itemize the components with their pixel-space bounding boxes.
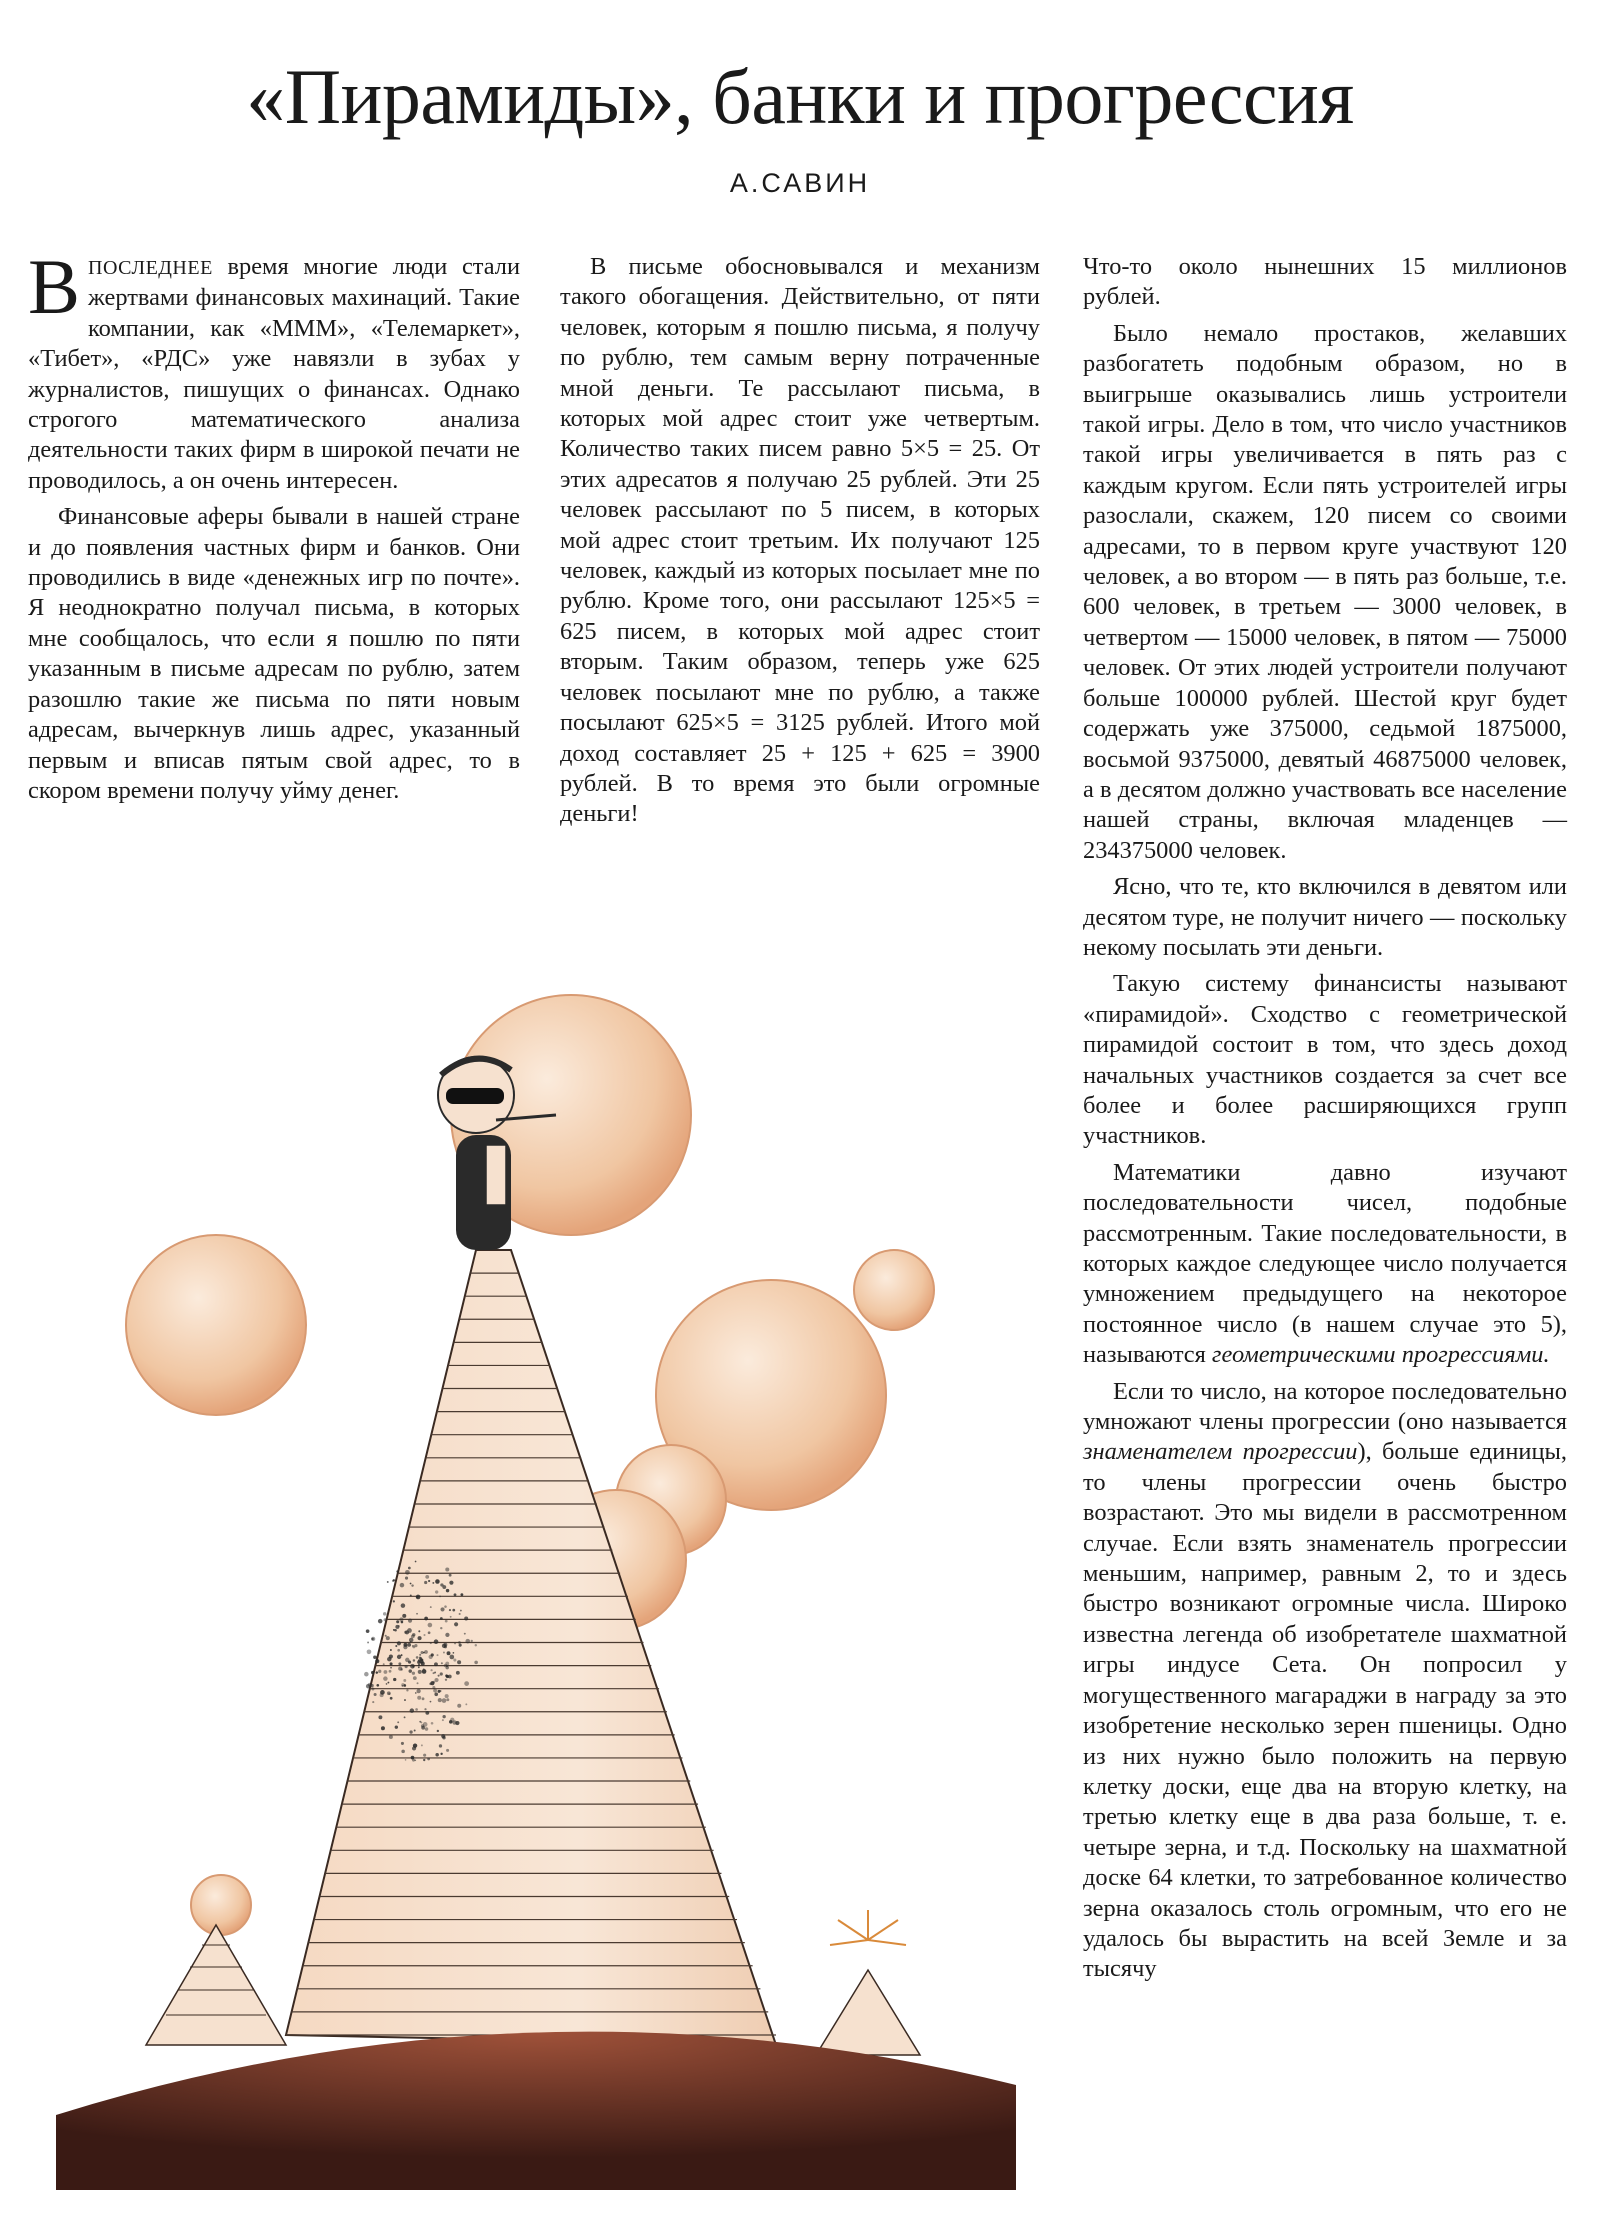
ink-dot <box>434 1662 438 1666</box>
ink-dot <box>423 1722 428 1727</box>
paragraph-text: время многие люди стали жертвами финансовых махинаций. Такие компании, как «МММ», «Телемаркет», «Тибет», «РДС» уже навязли в зубах у журналистов, пишущих о финансах. Однако строгого математического анализа деятельности таких фирм в широкой печати не проводилось, а он очень интересен. <box>28 253 520 494</box>
ink-dot <box>375 1659 379 1663</box>
ink-dot <box>418 1630 420 1632</box>
ink-dot <box>440 1672 443 1675</box>
ink-dot <box>407 1628 412 1633</box>
ink-dot <box>380 1693 384 1697</box>
ink-dot <box>410 1641 412 1643</box>
ink-dot <box>372 1701 374 1703</box>
ink-dot <box>460 1593 463 1596</box>
paragraph-text: Если то число, на которое последовательно умножают члены прогрессии (оно называется <box>1083 1377 1567 1436</box>
ink-dot <box>390 1662 393 1665</box>
ink-dot <box>417 1682 419 1684</box>
text-column-2 <box>560 252 1040 830</box>
ink-dot <box>454 1593 457 1596</box>
ink-dot <box>368 1683 372 1687</box>
bubble-left <box>126 1235 306 1415</box>
ink-dot <box>428 1631 431 1634</box>
ink-dot <box>435 1579 440 1584</box>
ink-dot <box>396 1620 399 1623</box>
ink-dot <box>419 1657 422 1660</box>
ink-dot <box>390 1697 393 1700</box>
bubble-tiny <box>191 1875 251 1935</box>
ink-dot <box>392 1580 394 1582</box>
ink-dot <box>445 1633 449 1637</box>
ink-dot <box>366 1629 370 1633</box>
ink-dot <box>440 1617 443 1620</box>
ink-dot <box>445 1694 449 1698</box>
ink-dot <box>408 1567 411 1570</box>
ink-dot <box>416 1613 418 1615</box>
ink-dot <box>474 1661 478 1665</box>
ink-dot <box>364 1672 369 1677</box>
paragraph: Финансовые аферы бывали в нашей стране и до появления частных фирм и банков. Они проводились в виде «денежных игр по почте». Я неоднократно получал письма, в которых мне сообщалось, что если я пошлю по пяти указанным в письме адресам по рублю, затем разошлю такие же письма по пяти новым адресам, вычеркнув лишь адрес, указанный первым и вписав пятым свой адрес, то в скором времени получу уйму денег. <box>28 503 520 804</box>
ink-dot <box>412 1759 415 1762</box>
ink-dot <box>393 1600 395 1602</box>
ink-dot <box>442 1715 445 1718</box>
ink-dot <box>419 1654 421 1656</box>
ink-dot <box>402 1614 406 1618</box>
ink-dot <box>403 1679 406 1682</box>
ink-dot <box>444 1605 447 1608</box>
ink-dot <box>405 1665 408 1668</box>
ink-dot <box>378 1619 383 1624</box>
ink-dot <box>475 1644 477 1646</box>
ink-dot <box>390 1667 392 1669</box>
ink-dot <box>442 1719 444 1721</box>
ink-dot <box>424 1708 426 1710</box>
paragraph-text: ), больше единицы, то члены прогрессии очень быстро возрастают. Это мы видели в рассмотренном случае. Если взять знаменатель прогрессии меньшим, например, равным 2, то и здесь быстро возникают огромные числа. Широко известна легенда об изобретателе шахматной игры индусе Сета. Он попросил у могущественного магараджи в награду за это изобретение несколько зерен пшеницы. Одно из них нужно было положить на первую клетку доски, еще два на вторую клетку, на третью клетку еще в два раза больше, т. е. четыре зерна, и т.д. Поскольку на шахматной доске 64 клетки, то затребованное количество зерна оказалось столь огромным, что его не удалось бы вырастить на всей Земле и за тысячу <box>1083 1438 1567 1983</box>
ink-dot <box>389 1654 393 1658</box>
ink-dot <box>404 1699 406 1701</box>
paragraph <box>1083 1158 1567 1371</box>
ink-dot <box>438 1698 442 1702</box>
ink-dot <box>447 1651 451 1655</box>
ink-dot <box>405 1577 408 1580</box>
ink-dot <box>397 1655 401 1659</box>
ink-dot <box>418 1670 422 1674</box>
ink-dot <box>442 1585 446 1589</box>
ink-dot <box>435 1590 438 1593</box>
ink-dot <box>400 1583 405 1588</box>
ink-dot <box>464 1681 469 1686</box>
bubble-small-right <box>854 1250 934 1330</box>
ink-dot <box>390 1649 392 1651</box>
ink-dot <box>376 1684 379 1687</box>
ink-dot <box>425 1727 429 1731</box>
ink-dot <box>464 1616 468 1620</box>
ink-dot <box>408 1619 412 1623</box>
term-geometric-progression: геометрическими прогрессиями. <box>1211 1341 1550 1369</box>
ink-dot <box>443 1652 445 1654</box>
ink-dot <box>454 1622 458 1626</box>
ink-dot <box>425 1575 429 1579</box>
ink-dot <box>383 1663 385 1665</box>
ink-dot <box>381 1726 385 1730</box>
ink-dot <box>388 1693 390 1695</box>
ink-dot <box>401 1683 404 1686</box>
ink-dot <box>397 1641 401 1645</box>
paragraph: Было немало простаков, желавших разбогатеть подобным образом, но в выигрыше оказывались лишь устроители такой игры. Дело в том, что число участников такой игры увеличивается в пять раз с каждым кругом. Если пять устроителей игры разослали, скажем, 120 писем со своими адресами, то в первом круге участвуют 120 человек, а во втором — в пять раз больше, т.е. 600 человек, в третьем — 3000 человек, в четвертом — 15000 человек, в пятом — 75000 человек. От этих людей устроители получают больше 100000 рублей. Шестой круг будет содержать уже 375000, седьмой 1875000, восьмой 9375000, девятый 46875000 человек, а в десятом должно участвовать все население нашей страны, включая младенцев — 234375000 человек. <box>1083 319 1567 864</box>
ink-dot <box>446 1665 448 1667</box>
ink-dot <box>386 1636 390 1640</box>
ink-dot <box>465 1703 467 1705</box>
ink-dot <box>408 1661 411 1664</box>
ink-dot <box>401 1742 404 1745</box>
ink-dot <box>445 1567 449 1571</box>
ink-dot <box>387 1581 389 1583</box>
ink-dot <box>407 1643 411 1647</box>
ink-dot <box>413 1659 415 1661</box>
ink-dot <box>430 1606 432 1608</box>
ink-dot <box>367 1649 372 1654</box>
ink-dot <box>397 1721 399 1723</box>
ink-dot <box>423 1754 426 1757</box>
pyramid-illustration <box>56 905 1016 2190</box>
ink-dot <box>421 1662 425 1666</box>
small-pyramid-right <box>816 1970 920 2055</box>
ink-dot <box>393 1678 396 1681</box>
ink-dot <box>432 1582 434 1584</box>
ink-dot <box>383 1612 386 1615</box>
ink-dot <box>471 1640 473 1642</box>
ink-dot <box>449 1609 451 1611</box>
ink-dot <box>432 1686 435 1689</box>
ink-dot <box>442 1698 447 1703</box>
ink-dot <box>401 1750 405 1754</box>
paragraph <box>28 243 520 496</box>
ink-dot <box>401 1603 406 1608</box>
paragraph: Ясно, что те, кто включился в девятом или десятом туре, не получит ничего — поскольку некому посылать эти деньги. <box>1083 873 1567 961</box>
ink-dot <box>441 1662 443 1664</box>
ink-dot <box>409 1730 412 1733</box>
ink-dot <box>454 1643 456 1645</box>
drop-cap: В <box>28 243 81 330</box>
ink-dot <box>415 1708 418 1711</box>
ink-dot <box>430 1642 432 1644</box>
article-author: А.САВИН <box>729 168 871 198</box>
ink-dot <box>446 1589 449 1592</box>
ink-dot <box>412 1666 414 1668</box>
ink-dot <box>436 1654 438 1656</box>
ink-dot <box>457 1704 461 1708</box>
ink-dot <box>428 1623 433 1628</box>
ink-dot <box>410 1708 414 1712</box>
ink-dot <box>396 1570 398 1572</box>
term-denominator: знаменателем прогрессии <box>1083 1438 1358 1466</box>
ink-dot <box>411 1584 413 1586</box>
ink-dot <box>427 1758 430 1761</box>
ink-dot <box>395 1725 398 1728</box>
ink-dot <box>386 1683 388 1685</box>
ink-dot <box>440 1627 442 1629</box>
ink-dot <box>430 1669 432 1671</box>
ink-dot <box>430 1681 434 1685</box>
ink-dot <box>416 1656 419 1659</box>
ink-dot <box>453 1652 455 1654</box>
ink-dot <box>456 1671 460 1675</box>
ink-dot <box>440 1607 444 1611</box>
ink-dot <box>435 1753 438 1756</box>
ink-dot <box>378 1670 381 1673</box>
ink-dot <box>395 1645 397 1647</box>
ink-dot <box>413 1676 417 1680</box>
ink-dot <box>424 1581 427 1584</box>
ink-dot <box>439 1744 442 1747</box>
ink-dot <box>433 1689 437 1693</box>
ink-dot <box>450 1655 455 1660</box>
ink-dot <box>457 1660 461 1664</box>
ink-dot <box>434 1639 439 1644</box>
ink-dot <box>430 1701 432 1703</box>
ink-dot <box>410 1595 412 1597</box>
ink-dot <box>412 1746 416 1750</box>
ink-dot <box>405 1570 410 1575</box>
paragraph: Что-то около нынешних 15 миллионов рублей. <box>1083 253 1567 311</box>
ink-dot <box>449 1581 453 1585</box>
ink-dot <box>400 1668 402 1670</box>
ink-dot <box>371 1638 373 1640</box>
ink-dot <box>412 1672 415 1675</box>
ink-dot <box>423 1759 425 1761</box>
small-pyramid-left <box>146 1925 286 2045</box>
ink-dot <box>445 1674 448 1677</box>
ink-dot <box>438 1690 441 1693</box>
ink-dot <box>449 1574 452 1577</box>
paragraph-text: Математики давно изучают последовательности чисел, подобные рассмотренным. Такие последовательности, в которых каждое следующее число получается умножением предыдущего на некоторое постоянное число (в нашем случае это 5), называются <box>1083 1158 1567 1369</box>
ink-dot <box>445 1620 448 1623</box>
ink-dot <box>398 1662 401 1665</box>
ink-dot <box>415 1692 417 1694</box>
ink-dot <box>465 1639 470 1644</box>
ink-dot <box>410 1583 412 1585</box>
ink-dot <box>441 1734 445 1738</box>
paragraph <box>1083 1377 1567 1985</box>
ink-dot <box>434 1692 438 1696</box>
ink-dot <box>445 1662 449 1666</box>
ink-dot <box>453 1659 456 1662</box>
ink-dot <box>422 1697 425 1700</box>
paragraph: Такую систему финансисты называют «пирамидой». Сходство с геометрической пирамидой состоит в том, что здесь доход начальных участников создается за счет все более и более расширяющихся групп участников. <box>1083 970 1567 1150</box>
ink-dot <box>424 1617 428 1621</box>
ink-dot <box>367 1642 369 1644</box>
ink-dot <box>455 1721 459 1725</box>
ink-dot <box>438 1675 440 1677</box>
ink-dot <box>425 1711 429 1715</box>
ink-dot <box>403 1643 407 1647</box>
ink-dot <box>431 1722 434 1725</box>
ink-dot <box>443 1643 447 1647</box>
ink-dot <box>437 1730 439 1732</box>
ink-dot <box>417 1696 421 1700</box>
text-column-1 <box>28 243 520 806</box>
ink-dot <box>393 1629 395 1631</box>
ink-dot <box>428 1580 430 1582</box>
ink-dot <box>452 1609 455 1612</box>
ink-dot <box>376 1671 378 1673</box>
ink-dot <box>416 1689 420 1693</box>
ink-dot <box>423 1668 425 1670</box>
ink-dot <box>399 1617 403 1621</box>
ink-dot <box>378 1715 382 1719</box>
ink-dot <box>412 1645 414 1647</box>
ink-dot <box>384 1670 388 1674</box>
ink-dot <box>418 1664 420 1666</box>
ink-dot <box>445 1679 447 1681</box>
ink-dot <box>423 1634 425 1636</box>
ink-dot <box>449 1720 452 1723</box>
ink-dot <box>405 1759 407 1761</box>
ink-dot <box>406 1689 408 1691</box>
ink-dot <box>414 1730 416 1732</box>
ink-dot <box>373 1656 376 1659</box>
ink-dot <box>418 1636 422 1640</box>
text-column-3 <box>1083 252 1567 1985</box>
paragraph: В письме обосновывался и механизм такого обогащения. Действительно, от пяти человек, которым я пошлю письма, я получу по рублю, тем самым верну потраченные мной деньги. Те рассылают письма, в которых мой адрес стоит уже четвертым. Количество таких писем равно 5×5 = 25. От этих адресатов я получаю 25 рублей. Эти 25 человек рассылают по 5 писем, в которых мой адрес стоит третьим. Их получают 125 человек, каждый из которых посылает мне по рублю. Кроме того, они рассылают 125×5 = 625 писем, в которых мой адрес стоит вторым. Таким образом, теперь уже 625 человек посылают мне по рублю, а также посылают 625×5 = 3125 рублей. Итого мой доход составляет 25 + 125 + 625 = 3900 рублей. В то время это были огромные деньги! <box>560 253 1040 828</box>
ink-dot <box>458 1641 461 1644</box>
ink-dot <box>409 1669 412 1672</box>
ink-dot <box>459 1613 461 1615</box>
ink-dot <box>389 1735 393 1739</box>
ink-dot <box>446 1698 449 1701</box>
ink-dot <box>434 1671 436 1673</box>
ink-dot <box>416 1595 421 1600</box>
ink-dot <box>389 1670 392 1673</box>
article-title: «Пирамиды», банки и прогрессия <box>246 53 1354 140</box>
ink-dot <box>415 1561 417 1563</box>
ink-dot <box>440 1753 442 1755</box>
ink-dot <box>371 1671 374 1674</box>
ink-dot <box>387 1682 389 1684</box>
lead-word: ПОСЛЕДНЕЕ <box>88 257 213 279</box>
ink-dot <box>385 1635 387 1637</box>
ink-dot <box>421 1744 423 1746</box>
ink-dot <box>404 1716 406 1718</box>
ink-dot <box>434 1678 438 1682</box>
ink-dot <box>431 1653 434 1656</box>
ink-dot <box>460 1610 462 1612</box>
ink-dot <box>450 1616 452 1618</box>
ink-dot <box>374 1693 377 1696</box>
ink-dot <box>459 1644 462 1647</box>
ink-dot <box>464 1633 466 1635</box>
ink-dot <box>421 1722 423 1724</box>
ink-dot <box>384 1618 387 1621</box>
ink-dot <box>423 1652 425 1654</box>
ink-dot <box>439 1596 441 1598</box>
ink-dot <box>424 1650 428 1654</box>
ink-dot <box>371 1688 374 1691</box>
ink-dot <box>398 1625 400 1627</box>
ink-dot <box>418 1666 420 1668</box>
ground <box>56 2032 1016 2190</box>
ink-dot <box>383 1676 387 1680</box>
ink-dot <box>446 1749 449 1752</box>
ink-dot <box>397 1649 400 1652</box>
